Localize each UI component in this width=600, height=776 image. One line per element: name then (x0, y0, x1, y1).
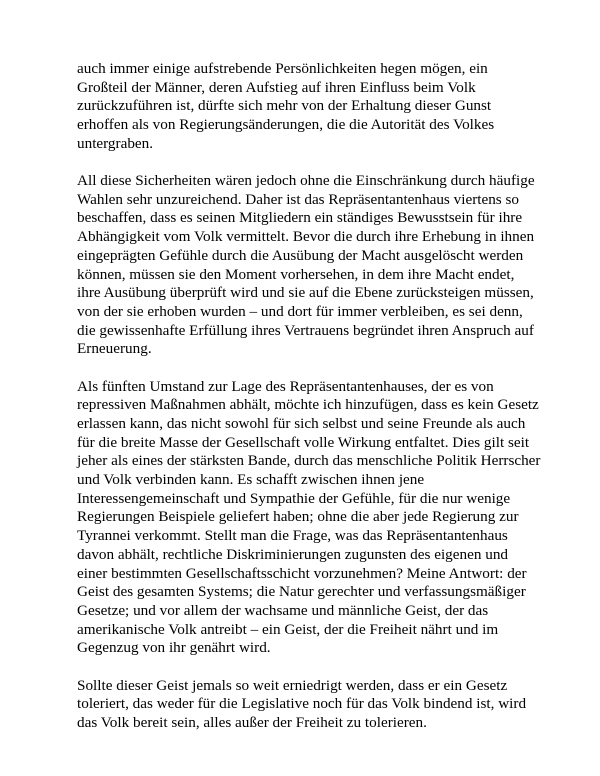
text-line: für die breite Masse der Gesellschaft volle Wirkung entfaltet. Dies gilt seit (77, 433, 530, 451)
text-line: davon abhält, rechtliche Diskriminierungen zugunsten des eigenen und (77, 545, 509, 563)
text-line: Abhängigkeit vom Volk vermittelt. Bevor die durch ihre Erhebung in ihnen (77, 228, 535, 246)
text-line: Regierungen Beispiele geliefert haben; ohne die aber jede Regierung zur (77, 508, 519, 526)
text-line: Sollte dieser Geist jemals so weit erniedrigt werden, dass er ein Gesetz (77, 676, 508, 694)
paragraph (77, 60, 547, 154)
text-line: Geist des gesamten Systems; die Natur gerechter und verfassungsmäßiger (77, 583, 526, 601)
text-line: erhoffen als von Regierungsänderungen, die die Autorität des Volkes (77, 116, 495, 134)
text-line: und Volk verbinden kann. Es schafft zwischen ihnen jene (77, 471, 425, 489)
text-line: Tyrannei verkommt. Stellt man die Frage, was das Repräsentantenhaus (77, 527, 508, 545)
text-line: einer bestimmten Gesellschaftsschicht vorzunehmen? Meine Antwort: der (77, 564, 527, 582)
text-line: beschaffen, dass es seinen Mitgliedern ein ständiges Bewusstsein für ihre (77, 209, 523, 227)
text-line: die gewissenhafte Erfüllung ihres Vertrauens begründet ihren Anspruch auf (77, 321, 534, 339)
text-line: erlassen kann, das nicht sowohl für sich selbst und seine Freunde als auch (77, 414, 526, 432)
text-line: Gesetze; und vor allem der wachsame und männliche Geist, der das (77, 601, 489, 619)
paragraph (77, 378, 547, 659)
text-line: Als fünften Umstand zur Lage des Repräsentantenhauses, der es von (77, 377, 494, 395)
text-line: zurückzuführen ist, dürfte sich mehr von der Erhaltung dieser Gunst (77, 97, 492, 115)
text-line: All diese Sicherheiten wären jedoch ohne die Einschränkung durch häufige (77, 172, 535, 190)
text-line: Interessengemeinschaft und Sympathie der Gefühle, für die nur wenige (77, 489, 511, 507)
text-line: Erneuerung. (77, 340, 152, 358)
paragraph (77, 172, 547, 359)
text-line: das Volk bereit sein, alles außer der Freiheit zu tolerieren. (77, 714, 427, 731)
text-line: jeher als eines der stärksten Bande, durch das menschliche Politik Herrscher (77, 452, 541, 470)
text-line: repressiven Maßnahmen abhält, möchte ich hinzufügen, dass es kein Gesetz (77, 396, 539, 414)
document-page (77, 60, 547, 751)
paragraph (77, 677, 547, 733)
text-line: auch immer einige aufstrebende Persönlichkeiten hegen mögen, ein (77, 60, 488, 77)
text-line: toleriert, das weder für die Legislative noch für das Volk bindend ist, wird (77, 695, 527, 713)
text-line: untergraben. (77, 134, 154, 152)
text-line: können, müssen sie den Moment vorhersehen, in dem ihre Macht endet, (77, 265, 515, 283)
text-line: Gegenzug von ihr genährt wird. (77, 639, 271, 657)
text-line: eingeprägten Gefühle durch die Ausübung der Macht ausgelöscht werden (77, 246, 524, 264)
text-line: ihre Ausübung überprüft wird und sie auf die Ebene zurücksteigen müssen, (77, 284, 534, 302)
text-line: von der sie erhoben wurden – und dort für immer verbleiben, es sei denn, (77, 302, 523, 320)
text-line: Großteil der Männer, deren Aufstieg auf ihren Einfluss beim Volk (77, 78, 476, 96)
text-line: Wahlen sehr unzureichend. Daher ist das Repräsentantenhaus viertens so (77, 190, 520, 208)
text-line: amerikanische Volk antreibt – ein Geist, der die Freiheit nährt und im (77, 620, 499, 638)
